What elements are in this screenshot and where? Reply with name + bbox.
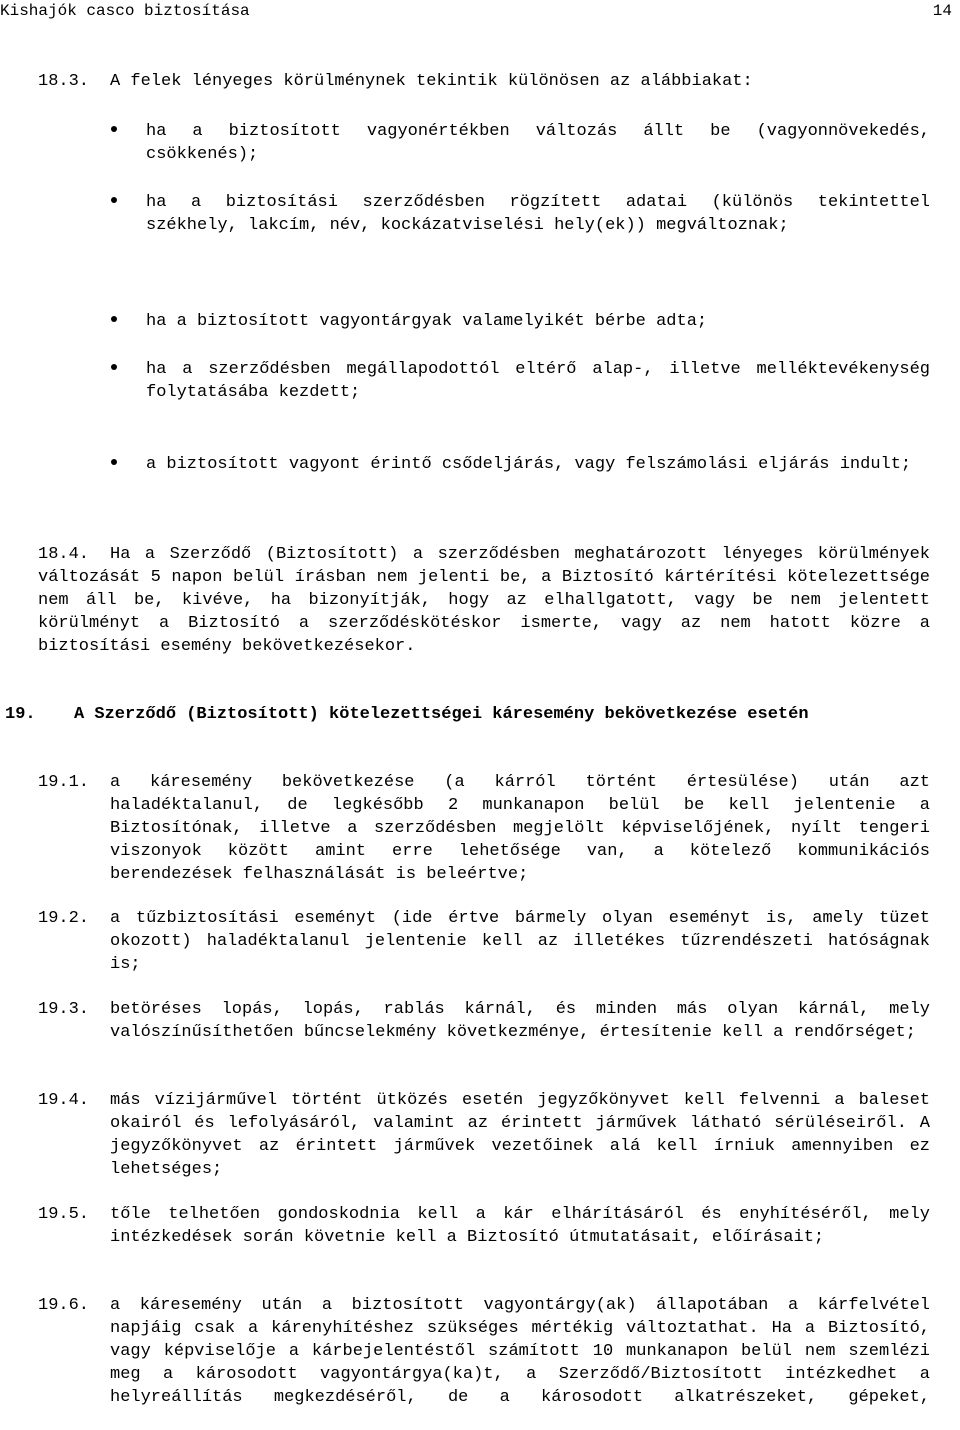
page-header (0, 2, 960, 24)
item-number-19-4: 19.4. (38, 1091, 90, 1110)
bullet-item-4: ha a szerződésben megállapodottól eltérő alap-, illetve melléktevékenység folytatásába kezdett; (146, 360, 930, 402)
section-18-4-text: Ha a Szerződő (Biztosított) a szerződésben meghatározott lényeges körülmények változását 5 napon belül írásban nem jelenti be, a Biztosító kártérítési kötelezettsége nem áll be, kivéve, ha bizonyítják, hogy az elhallgatott, vagy be nem jelentett körülményt a Biztosító a szerződéskötéskor ismerte, vagy az nem hatott közre a biztosítási esemény bekövetkezésekor. (38, 545, 930, 656)
section-number-18-4: 18.4. (38, 545, 90, 564)
page-number: 14 (932, 2, 952, 20)
bullet-item-3: ha a biztosított vagyontárgyak valamelyikét bérbe adta; (146, 312, 708, 331)
bullet-icon (111, 197, 117, 203)
item-number-19-5: 19.5. (38, 1205, 90, 1224)
bullet-icon (111, 459, 117, 465)
section-18-3-intro: A felek lényeges körülménynek tekintik különösen az alábbiakat: (110, 72, 753, 91)
section-number-19: 19. (5, 705, 36, 724)
bullet-icon (111, 126, 117, 132)
bullet-icon (111, 364, 117, 370)
item-19-6-text: a káresemény után a biztosított vagyontárgy(ak) állapotában a kárfelvétel napjáig csak a kárenyhítéshez szükséges mértékig változtathat. Ha a Biztosító, vagy képviselője a kárbejelentéstől számított 10 munkanapon belül nem szemlézi meg a károsodott vagyontárgya(ka)t, a Szerződő/Biztosított intézkedhet a helyreállítás megkezdéséről, de a károsodott alkatrészeket, gépeket, (110, 1296, 930, 1407)
item-number-19-2: 19.2. (38, 909, 90, 928)
bullet-icon (111, 316, 117, 322)
bullet-item-2: ha a biztosítási szerződésben rögzített adatai (különös tekintettel székhely, lakcím, név, kockázatviselési hely(ek)) megváltoznak; (146, 193, 930, 235)
item-number-19-3: 19.3. (38, 1000, 90, 1019)
item-number-19-6: 19.6. (38, 1296, 90, 1315)
bullet-item-1: ha a biztosított vagyonértékben változás állt be (vagyonnövekedés, csökkenés); (146, 122, 930, 164)
section-number-18-3: 18.3. (38, 72, 90, 91)
item-19-1-text: a káresemény bekövetkezése (a kárról történt értesülése) után azt haladéktalanul, de legkésőbb 2 munkanapon belül be kell jelentenie a Biztosítónak, illetve a szerződésben megjelölt képviselőjének, nyílt tengeri viszonyok között amint erre lehetősége van, a kötelező kommunikációs berendezések felhasználását is beleértve; (110, 773, 930, 884)
item-19-2-text: a tűzbiztosítási eseményt (ide értve bármely olyan eseményt is, amely tüzet okozott) haladéktalanul jelentenie kell az illetékes tűzrendészeti hatóságnak is; (110, 909, 930, 974)
section-19-heading: A Szerződő (Biztosított) kötelezettségei káresemény bekövetkezése esetén (74, 705, 809, 724)
document-title: Kishajók casco biztosítása (0, 2, 250, 20)
item-number-19-1: 19.1. (38, 773, 90, 792)
item-19-3-text: betöréses lopás, lopás, rablás kárnál, és minden más olyan kárnál, mely valószínűsíthetően bűncselekmény következménye, értesítenie kell a rendőrséget; (110, 1000, 930, 1042)
item-19-4-text: más vízijárművel történt ütközés esetén jegyzőkönyvet kell felvenni a baleset okairól és lefolyásáról, valamint az érintett járművek látható sérüléseiről. A jegyzőkönyvet az érintett járművek vezetőinek alá kell írniuk amennyiben ez lehetséges; (110, 1091, 930, 1179)
item-19-5-text: tőle telhetően gondoskodnia kell a kár elhárításáról és enyhítéséről, mely intézkedések során követnie kell a Biztosító útmutatásait, előírásait; (110, 1205, 930, 1247)
bullet-item-5: a biztosított vagyont érintő csődeljárás, vagy felszámolási eljárás indult; (146, 455, 912, 474)
